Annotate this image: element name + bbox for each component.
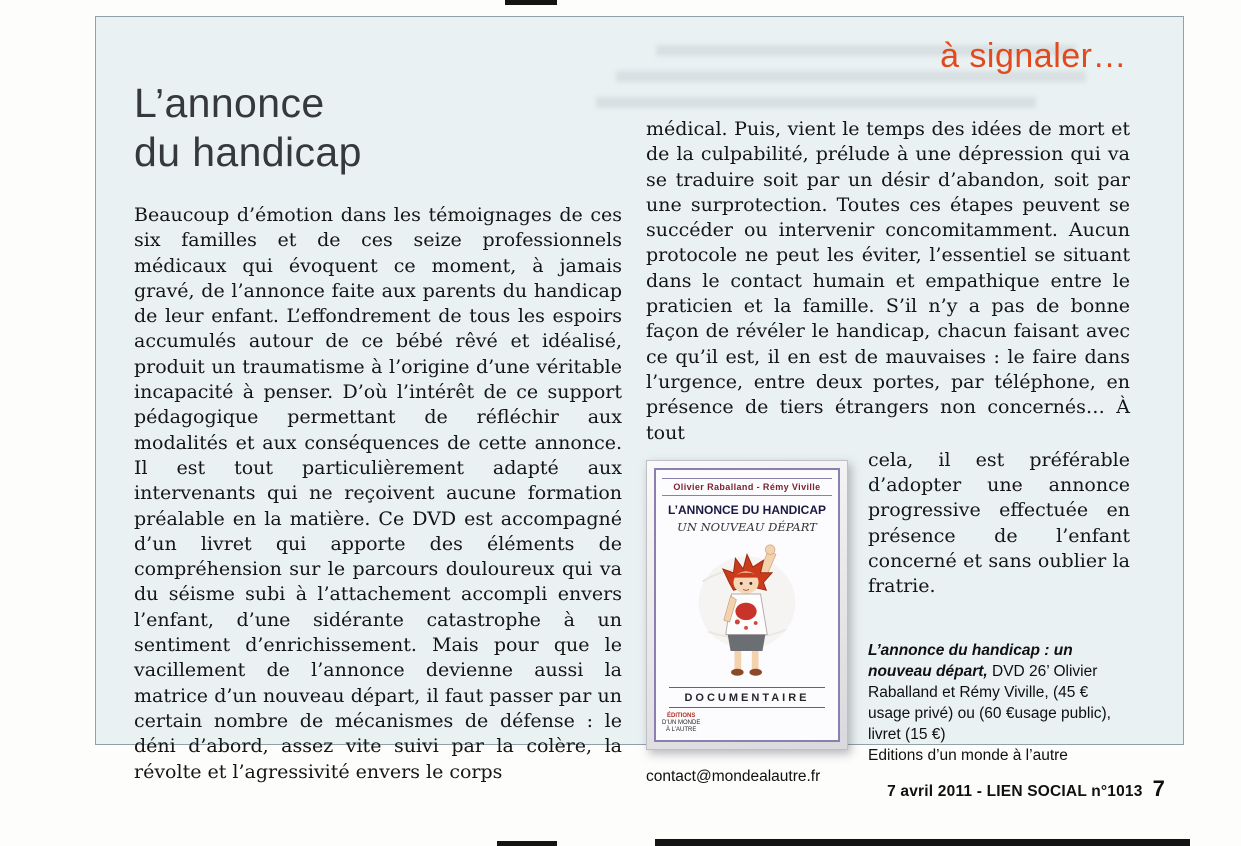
article-title-line1: L’annonce [134, 80, 325, 126]
page-footer [887, 776, 1165, 802]
caption-publisher: Editions d’un monde à l’autre [868, 746, 1068, 764]
dvd-cover-footer [662, 713, 832, 734]
publisher-logo-line3: À L’AUTRE [666, 726, 697, 733]
dvd-cover-illustration [689, 539, 805, 684]
dvd-title: L’ANNONCE DU HANDICAP [667, 502, 826, 517]
dvd-cover [646, 460, 848, 750]
caption-details: DVD 26’ Olivier Raballand et Rémy Viville, (45 € usage privé) ou (60 €usage public), livret (15 €) [868, 662, 1111, 743]
footer-issue-info: 7 avril 2011 - LIEN SOCIAL n°1013 [887, 783, 1143, 800]
article-title [134, 79, 362, 177]
scan-artifact-bottom-left [497, 841, 557, 846]
dvd-subtitle: UN NOUVEAU DÉPART [677, 519, 817, 534]
dvd-authors: Olivier Raballand - Rémy Viville [662, 478, 832, 496]
left-column [134, 203, 622, 785]
publisher-logo [662, 713, 700, 734]
image-text-wrap [646, 448, 1130, 787]
article-title-line2: du handicap [134, 129, 362, 175]
right-column [646, 117, 1130, 787]
bleed-through-artifact [596, 97, 1036, 108]
page-number: 7 [1152, 776, 1165, 801]
article-text-right-top: médical. Puis, vient le temps des idées de mort et de la culpabilité, prélude à une dépression qui va se traduire soit par un désir d’abandon, soit par une surprotection. Toutes ces étapes peuvent se succéder ou intervenir concomitamment. Aucun protocole ne peut les éviter, l’essentiel se situant dans le contact humain et empathique entre le praticien et la famille. S’il n’y a pas de bonne façon de révéler le handicap, chacun faisant avec ce qu’il est, il en est de mauvaises : le faire dans l’urgence, entre deux portes, par téléphone, en présence de tiers étrangers non concernés… À tout [646, 118, 1130, 444]
dvd-genre: DOCUMENTAIRE [669, 687, 825, 708]
caption-title: L’annonce du handicap : un nouveau départ, [868, 641, 1073, 680]
scan-artifact-bottom-bar [655, 839, 1190, 846]
caption-contact-email: contact@mondealautre.fr [646, 767, 821, 785]
magazine-page [95, 16, 1184, 785]
publisher-logo-line1: ÉDITIONS [667, 712, 696, 719]
article-text-right-beside-image: cela, il est préférable d’adopter une annonce progressive effectuée en présence de l’enfant concerné et sans oublier la fratrie. [868, 448, 1130, 598]
dvd-cover-frame [654, 468, 840, 742]
scan-artifact-top [505, 0, 557, 5]
publisher-logo-line2: D’UN MONDE [662, 719, 701, 726]
section-label: à signaler… [940, 37, 1127, 75]
article-text-left: Beaucoup d’émotion dans les témoignages de ces six familles et de ces seize professionnels médicaux qui évoquent ce moment, à jamais gravé, de l’annonce faite aux parents du handicap de leur enfant. L’effondrement de tous les espoirs accumulés autour de ce bébé rêvé et idéalisé, produit un traumatisme à l’origine d’une véritable incapacité à penser. D’où l’intérêt de ce support pédagogique permettant de réfléchir aux modalités et aux conséquences de cette annonce. Il est tout particulièrement adapté aux intervenants qui ne reçoivent aucune formation préalable en la matière. Ce DVD est accompagné d’un livret qui apporte des éléments de compréhension sur le parcours douloureux qui va du séisme subi à l’attachement accompli envers l’enfant, d’une sidérante catastrophe à un sentiment d’enrichissement. Mais pour que le vacillement de l’annonce devienne aussi la matrice d’un nouveau départ, il faut passer par un certain nombre de mécanismes de défense : le déni d’abord, assez vite suivi par la colère, la révolte et l’agressivité envers le corps [134, 204, 622, 783]
